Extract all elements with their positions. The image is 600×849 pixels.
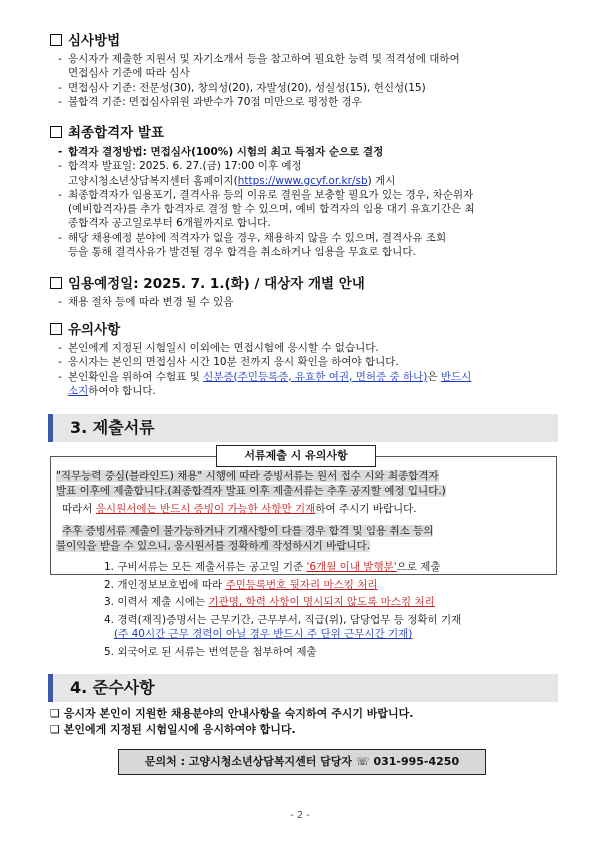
list-item: - 면접심사 기준: 전문성(30), 창의성(20), 자발성(20), 성실성(15), 헌신성(15): [58, 81, 558, 95]
caution-list: [58, 341, 558, 398]
list-item-continuation: (예비합격자)를 추가 합격자로 결정 할 수 있으며, 예비 합격자의 임용 대기 유효기간은 최: [68, 203, 475, 216]
list-item-continuation: 면접심사 기준에 따라 심사: [68, 67, 190, 80]
section-banner-documents: [48, 414, 558, 442]
list-item: - 최종합격자가 임용포기, 결격사유 등의 이유로 결원을 보충할 필요가 있는 경우, 차순위자: [58, 188, 558, 202]
checkbox-square-icon: [50, 277, 62, 289]
page-number: - 2 -: [290, 810, 310, 821]
homepage-link[interactable]: https://www.gcyf.or.kr/sb: [237, 174, 368, 187]
list-item-continuation: 고양시청소년상담복지센터 홈페이지(https://www.gcyf.or.kr/sb) 게시: [68, 174, 396, 187]
list-item: - 합격자 결정방법: 면접심사(100%) 시험의 최고 득점자 순으로 결정: [58, 145, 558, 159]
section-banner-compliance: [48, 674, 558, 702]
documents-heading: 3. 제출서류: [70, 418, 155, 437]
list-item-continuation: 소지하여야 합니다.: [68, 384, 156, 397]
list-item: 4. 경력(재직)증명서는 근무기간, 근무부서, 직급(위), 담당업무 등 정확히 기재: [104, 613, 462, 626]
banner-accent-bar: [48, 674, 53, 702]
notice-emphasis: 응시원서에는 반드시 증빙이 가능한 사항만 기재: [95, 503, 316, 515]
section-heading-caution: [50, 322, 120, 339]
section-heading-final: [50, 125, 164, 142]
list-item: 2. 개인정보보호법에 따라 주민등록번호 뒷자리 마스킹 처리: [104, 578, 378, 591]
caution-title: 유의사항: [68, 322, 121, 338]
compliance-line-2: ❑ 본인에게 지정된 시험일시에 응시하여야 합니다.: [50, 723, 296, 736]
review-title: 심사방법: [68, 33, 121, 49]
list-item: 1. 구비서류는 모든 제출서류는 공고일 기준 '6개월 이내 발행분'으로 제출: [104, 561, 441, 573]
compliance-heading: 4. 준수사항: [70, 678, 155, 697]
notice-box-title: 서류제출 시 유의사항: [216, 445, 376, 467]
section-heading-appoint: [50, 276, 365, 293]
documents-numbered-list: [104, 560, 461, 662]
compliance-line-1: ❑ 응시자 본인이 지원한 채용분야의 안내사항을 숙지하여 주시기 바랍니다.: [50, 707, 414, 720]
appoint-list: [58, 295, 558, 309]
list-item: - 응시자가 제출한 지원서 및 자기소개서 등을 참고하여 필요한 능력 및 적격성에 대하여: [58, 52, 558, 66]
list-item: - 본인확인을 위하여 수험표 및 신분증(주민등록증, 유효한 여권, 면허증 중 하나)은 반드시: [58, 370, 558, 384]
id-card-note: 신분증(주민등록증, 유효한 여권, 면허증 중 하나): [203, 370, 428, 383]
list-item: 3. 이력서 제출 시에는 기관명, 학력 사항이 명시되지 않도록 마스킹 처리: [104, 596, 435, 609]
list-item: - 채용 절차 등에 따라 변경 될 수 있음: [58, 295, 558, 309]
contact-box: 문의처 : 고양시청소년상담복지센터 담당자 ☏ 031-995-4250: [118, 749, 486, 775]
checkbox-square-icon: [50, 126, 62, 138]
notice-paragraph-1: "직무능력 중심(블라인드) 채용" 시행에 따라 증빙서류는 원서 접수 시와 최종합격자 발표 이후에 제출합니다.(최종합격자 발표 이후 제출서류는 추후 공지할 예정 입니다.): [56, 470, 446, 497]
list-item-continuation: 등을 통해 결격사유가 발견될 경우 합격을 취소하거나 임용을 무효로 합니다.: [68, 246, 416, 259]
list-item-continuation: (주 40시간 근무 경력이 아닐 경우 반드시 주 단위 근무시간 기재): [114, 628, 413, 641]
list-item-continuation: 종합격자 공고일로부터 6개월까지로 합니다.: [68, 217, 271, 230]
list-item: - 합격자 발표일: 2025. 6. 27.(금) 17:00 이후 예정: [58, 159, 558, 173]
review-list: [58, 52, 558, 109]
checkbox-square-icon: [50, 34, 62, 46]
notice-paragraph-2: 따라서 응시원서에는 반드시 증빙이 가능한 사항만 기재하여 주시기 바랍니다.: [62, 503, 417, 515]
list-item: 5. 외국어로 된 서류는 번역문을 첨부하여 제출: [104, 645, 317, 658]
list-item: - 본인에게 지정된 시험일시 이외에는 면접시험에 응시할 수 없습니다.: [58, 341, 558, 355]
list-item: - 불합격 기준: 면접심사위원 과반수가 70점 미만으로 평정한 경우: [58, 95, 558, 109]
checkbox-square-icon: [50, 323, 62, 335]
appoint-title: 임용예정일: 2025. 7. 1.(화) / 대상자 개별 안내: [68, 276, 365, 292]
banner-accent-bar: [48, 414, 53, 442]
list-item: - 해당 채용예정 분야에 적격자가 없을 경우, 채용하지 않을 수 있으며, 결격사유 조회: [58, 231, 558, 245]
final-title: 최종합격자 발표: [68, 125, 164, 141]
section-heading-review: [50, 33, 120, 50]
final-list: [58, 145, 558, 259]
notice-paragraph-3: 추후 증빙서류 제출이 불가능하거나 기재사항이 다를 경우 합격 및 임용 취소 등의 불이익을 받을 수 있으니, 응시원서를 정확하게 작성하시기 바랍니다.: [56, 525, 434, 552]
list-item: - 응시자는 본인의 면접심사 시간 10분 전까지 응시 확인을 하여야 합니다.: [58, 355, 558, 369]
